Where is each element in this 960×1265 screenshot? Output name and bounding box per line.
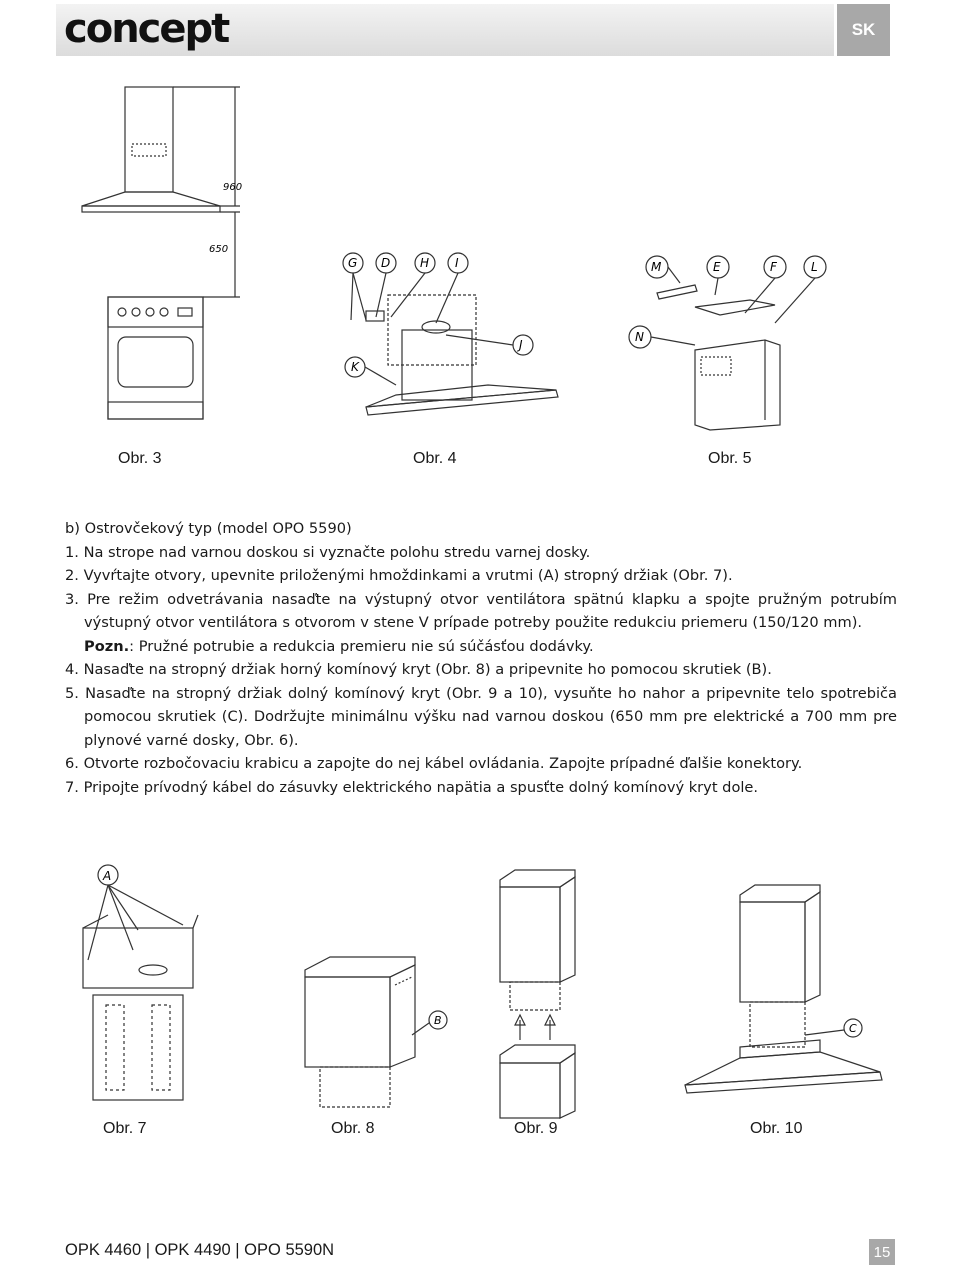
figure-10-assembled-hood — [675, 880, 885, 1110]
label-m: M — [651, 260, 662, 274]
figure-5-caption: Obr. 5 — [708, 450, 752, 467]
note-text: : Pružné potrubie a redukcia premieru nie sú súčásťou dodávky. — [129, 637, 594, 655]
brand-logo: concept — [64, 6, 229, 52]
step-2: 2. Vyvŕtajte otvory, upevnite priloženými hmoždinkami a vrutmi (A) stropný držiak (Obr. 7). — [65, 567, 733, 584]
figure-7-caption: Obr. 7 — [103, 1120, 147, 1137]
label-i: I — [455, 256, 459, 270]
note-label: Pozn. — [84, 637, 130, 655]
page-number: 15 — [869, 1239, 895, 1265]
language-badge: SK — [837, 4, 890, 56]
step-5-line-2: pomocou skrutiek (C). Dodržujte minimálnu výšku nad varnou doskou (650 mm pre elektrické a 700 mm pre — [84, 708, 897, 725]
label-n: N — [635, 330, 644, 344]
figure-3-hood-over-cooker — [80, 82, 255, 427]
step-4: 4. Nasaďte na stropný držiak horný komínový kryt (Obr. 8) a pripevnite ho pomocou skrutiek (B). — [65, 661, 772, 678]
label-c: C — [849, 1022, 857, 1035]
figure-9-lower-chimney — [495, 865, 585, 1120]
label-f: F — [770, 260, 777, 274]
label-l: L — [811, 260, 818, 274]
step-5-line-3: plynové varné dosky, Obr. 6). — [84, 731, 299, 749]
figure-7-ceiling-bracket — [78, 860, 208, 1110]
step-5-line-1: 5. Nasaďte na stropný držiak dolný komínový kryt (Obr. 9 a 10), vysuňte ho nahor a pripevnite telo spotrebiča — [65, 684, 897, 702]
figure-5-chimney-parts — [615, 245, 835, 435]
section-heading: b) Ostrovčekový typ (model OPO 5590) — [65, 520, 352, 537]
label-h: H — [420, 256, 430, 270]
label-k: K — [351, 360, 359, 374]
label-a: A — [103, 869, 112, 883]
figure-9-caption: Obr. 9 — [514, 1120, 558, 1137]
figure-4-hood-parts — [336, 245, 561, 435]
label-g: G — [348, 256, 358, 270]
figure-8-upper-chimney — [300, 955, 460, 1110]
note — [65, 635, 897, 659]
figure-10-caption: Obr. 10 — [750, 1120, 803, 1137]
figure-3-caption: Obr. 3 — [118, 450, 162, 467]
label-j: J — [519, 338, 523, 352]
label-b: B — [434, 1014, 442, 1027]
step-7: 7. Pripojte prívodný kábel do zásuvky elektrického napätia a spusťte dolný komínový kryt dole. — [65, 778, 759, 796]
label-e: E — [713, 260, 721, 274]
figure-4-caption: Obr. 4 — [413, 450, 457, 467]
label-d: D — [381, 256, 391, 270]
footer-model-list: OPK 4460 | OPK 4490 | OPO 5590N — [65, 1241, 335, 1259]
figure-8-caption: Obr. 8 — [331, 1120, 375, 1137]
step-1: 1. Na strope nad varnou doskou si vyznačte polohu stredu varnej dosky. — [65, 543, 591, 561]
step-6: 6. Otvorte rozbočovaciu krabicu a zapojte do nej kábel ovládania. Zapojte prípadné ďalšie konektory. — [65, 755, 803, 772]
step-3-line-2: výstupný otvor ventilátora s otvorom v stene V prípade potreby použite redukciu priemeru (150/120 mm). — [84, 614, 863, 631]
dimension-960-label: 960 — [223, 182, 243, 193]
dimension-650-label: 650 — [209, 244, 229, 255]
installation-instructions — [65, 517, 897, 799]
step-3-line-1: 3. Pre režim odvetrávania nasaďte na výstupný otvor ventilátora spätnú klapku a spojte pružným potrubím — [65, 590, 897, 608]
